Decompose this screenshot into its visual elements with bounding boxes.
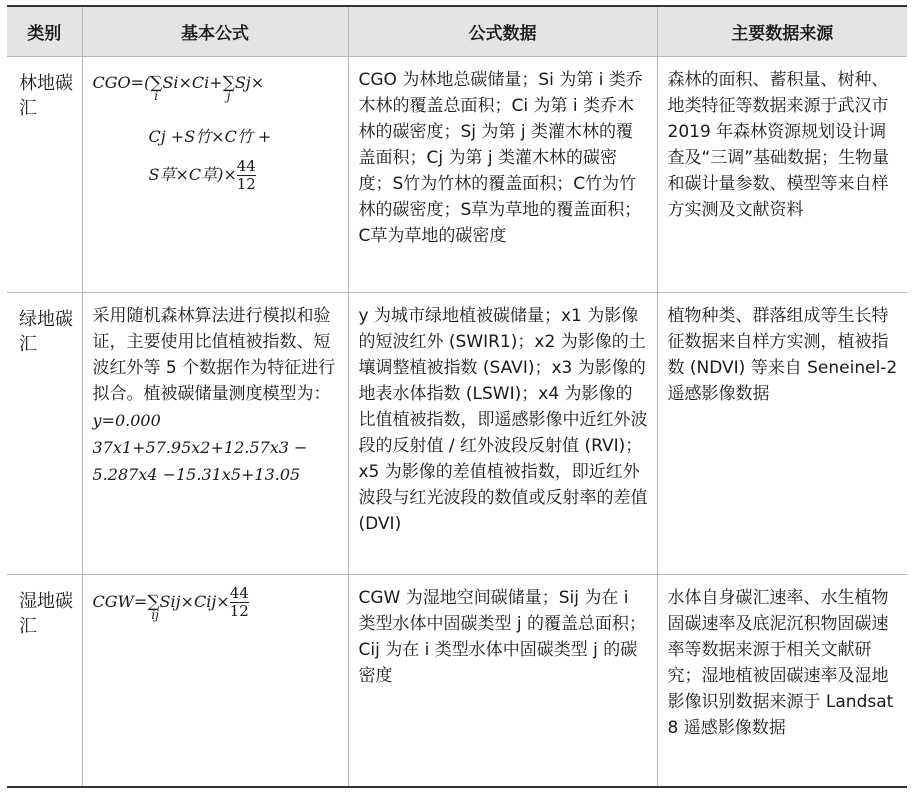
data-source-green: 植物种类、群落组成等生长特征数据来自样方实测，植被指数 (NDVI) 等来自 Seneinel-2 遥感影像数据	[667, 306, 898, 404]
data-source-forest: 森林的面积、蓄积量、树种、地类特征等数据来源于武汉市 2019 年森林资源规划设计调查及“三调”基础数据；生物量和碳计量参数、模型等来自样方实测及文献资料	[667, 70, 890, 220]
carbon-sink-table	[7, 5, 907, 788]
category-wetland: 湿地碳汇	[19, 591, 73, 637]
table-row-wetland	[7, 575, 907, 787]
data-source-wetland: 水体自身碳汇速率、水生植物固碳速率及底泥沉积物固碳速率等数据来源于相关文献研究；湿地植被固碳速率及湿地影像识别数据来源于 Landsat 8 遥感影像数据	[667, 588, 894, 738]
regression-equation: y=0.000 37x1+57.95x2+12.57x3 − 5.287x4 −15.31x5+13.05	[92, 411, 308, 484]
header-formula: 基本公式	[82, 6, 348, 57]
fraction-44-12: $\frac{44}{12}$	[229, 584, 249, 620]
formula-green-text: 采用随机森林算法进行模拟和验证，主要使用比值植被指数、短波红外等 5 个数据作为特征进行拟合。植被碳储量测度模型为：	[92, 306, 336, 404]
header-formula-data: 公式数据	[348, 6, 657, 57]
sum-symbol-i: ∑ i	[150, 73, 163, 103]
header-row	[7, 6, 907, 57]
fraction-44-12: $\frac{44}{12}$	[236, 157, 256, 193]
category-green: 绿地碳汇	[19, 309, 73, 355]
category-forest: 林地碳汇	[19, 73, 73, 119]
formula-data-green: y 为城市绿地植被碳储量；x1 为影像的短波红外 (SWIR1)；x2 为影像的土壤调整植被指数 (SAVI)；x3 为影像的地表水体指数 (LSWI)；x4 为影像的比值植被指数，即遥感影像中近红外波段的反射值 / 红外波段反射值 (RVI)；x5 为影像的差值植被指数，即近红外波段与红光波段的数值或反射率的差值 (DVI)	[358, 306, 648, 534]
sum-symbol-ij: ∑ ij	[147, 592, 160, 622]
formula-data-wetland: CGW 为湿地空间碳储量；Sij 为在 i 类型水体中固碳类型 j 的覆盖总面积；Cij 为在 i 类型水体中固碳类型 j 的碳密度	[358, 588, 647, 686]
sum-symbol-j: ∑ j	[222, 73, 235, 103]
formula-green	[83, 293, 348, 494]
formula-data-forest: CGO 为林地总碳储量；Si 为第 i 类乔木林的覆盖总面积；Ci 为第 i 类乔木林的碳密度；Sj 为第 j 类灌木林的覆盖面积；Cj 为第 j 类灌木林的碳密度；S竹为竹林的覆盖面积；C竹为竹林的碳密度；S草为草地的覆盖面积；C草为草地的碳密度	[358, 70, 643, 246]
formula-wetland: CGW=∑ ij Sij×Cij× $\frac{44}{12}$	[92, 584, 249, 622]
header-data-source: 主要数据来源	[657, 6, 907, 57]
formula-forest: CGO=(∑ i Si×Ci+∑ j Sj× Cj +S竹×C竹 + S草×C草)× $\frac{44}{12}$	[92, 73, 272, 193]
table-row-green	[7, 293, 907, 575]
header-category: 类别	[7, 6, 82, 57]
table-row-forest	[7, 57, 907, 293]
